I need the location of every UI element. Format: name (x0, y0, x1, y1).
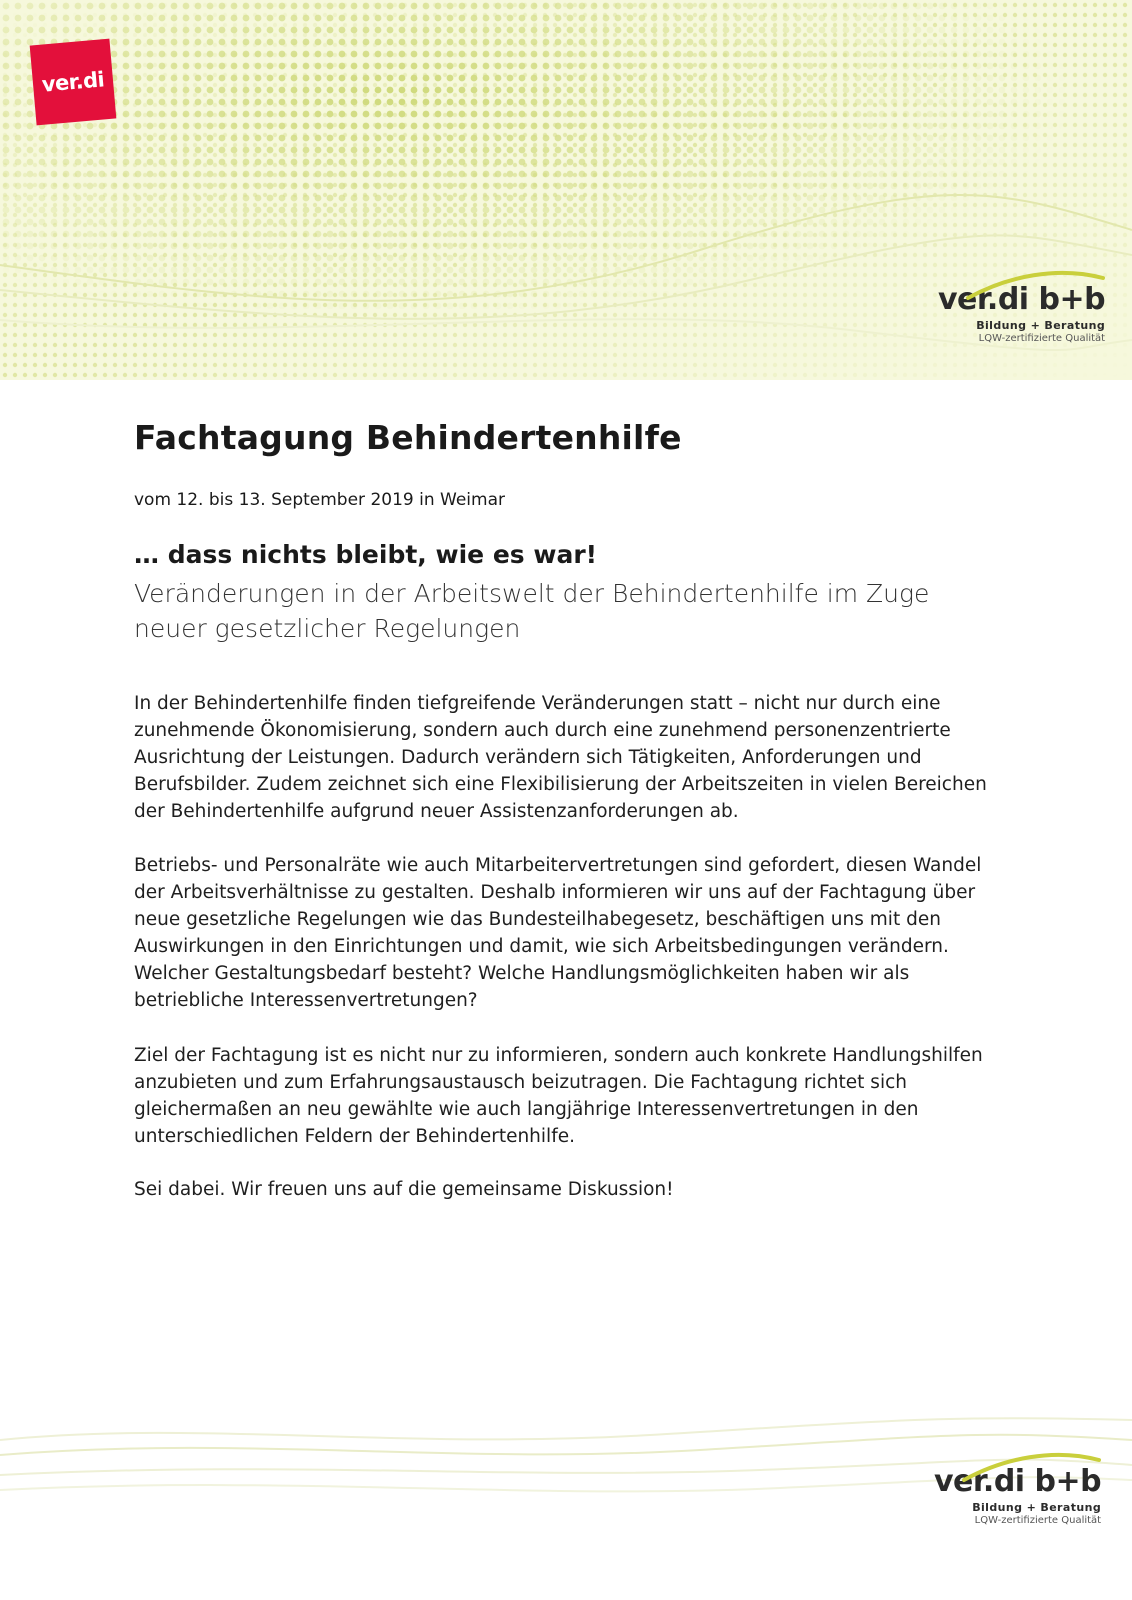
brand-certification: LQW-zertifizierte Qualität (978, 333, 1106, 344)
verdi-logo (30, 39, 117, 126)
verdi-bb-logo (938, 282, 1105, 344)
footer-swoosh-icon (954, 1448, 1104, 1488)
paragraph-closing: Sei dabei. Wir freuen uns auf die gemeinsame Diskussion! (134, 1179, 674, 1200)
swoosh-icon (958, 266, 1108, 306)
paragraph-intro: In der Behindertenhilfe finden tiefgreifende Veränderungen statt – nicht nur durch eine zunehmende Ökonomisierung, sondern auch durch eine zunehmend personenzentrierte Ausrichtung der Leistungen. Dadurch verändern sich Tätigkeiten, Anforderungen und Berufsbilder. Zudem zeichnet sich eine Flexibilisierung der Arbeitszeiten in vielen Bereichen der Behindertenhilfe aufgrund neuer Assistenzanforderungen ab. (134, 693, 987, 822)
verdi-logo-text: ver.di (40, 67, 106, 97)
footer-brand-tagline: Bildung + Beratung (972, 1501, 1102, 1514)
paragraph-goal: Ziel der Fachtagung ist es nicht nur zu informieren, sondern auch konkrete Handlungshilfen anzubieten und zum Erfahrungsaustausch beizutragen. Die Fachtagung richtet sich gleichermaßen an neu gewählte wie auch langjährige Interessenvertretungen in den unterschiedlichen Feldern der Behindertenhilfe. (134, 1045, 983, 1147)
subtitle-text: Veränderungen in der Arbeitswelt der Behindertenhilfe im Zuge neuer gesetzlicher Regelungen (134, 579, 930, 643)
event-date: vom 12. bis 13. September 2019 in Weimar (134, 490, 505, 510)
brand-tagline: Bildung + Beratung (976, 319, 1106, 332)
paragraph-councils: Betriebs- und Personalräte wie auch Mitarbeitervertretungen sind gefordert, diesen Wandel der Arbeitsverhältnisse zu gestalten. Deshalb informieren wir uns auf der Fachtagung über neue gesetzliche Regelungen wie das Bundesteilhabegesetz, beschäftigen uns mit den Auswirkungen in den Einrichtungen und damit, wie sich Arbeitsbedingungen verändern. Welcher Gestaltungsbedarf besteht? Welche Handlungsmöglichkeiten haben wir als betriebliche Interessenvertretungen? (134, 855, 982, 1011)
header-banner (0, 0, 1132, 380)
brand-name: ver.di b+b (938, 282, 1106, 317)
footer-brand-certification: LQW-zertifizierte Qualität (974, 1515, 1102, 1526)
footer-verdi-bb-logo (934, 1464, 1101, 1526)
subtitle-headline: … dass nichts bleibt, wie es war! (134, 540, 598, 569)
page-title: Fachtagung Behindertenhilfe (134, 418, 682, 457)
footer-brand-name: ver.di b+b (934, 1464, 1102, 1499)
